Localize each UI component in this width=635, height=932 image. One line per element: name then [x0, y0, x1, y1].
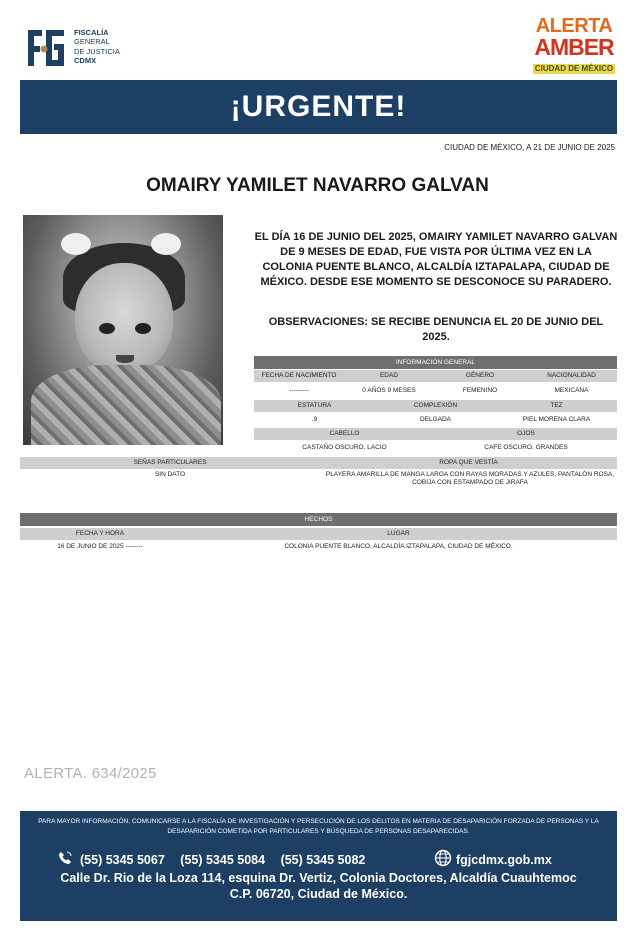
photo-shirt: [31, 365, 221, 445]
amber-alerta: ALERTA: [535, 15, 613, 37]
dateline: CIUDAD DE MÉXICO, A 21 DE JUNIO DE 2025: [444, 143, 615, 152]
fgj-logo-text: [74, 28, 120, 65]
info-labels-row1: [254, 370, 617, 382]
amber-amber: AMBER: [534, 34, 614, 60]
footer-website[interactable]: fgjcdmx.gob.mx: [456, 853, 552, 867]
label-height: ESTATURA: [297, 402, 332, 409]
person-name: OMAIRY YAMILET NAVARRO GALVAN: [146, 175, 489, 196]
address-line2: C.P. 06720, Ciudad de México.: [229, 887, 408, 901]
info-labels-row3: [254, 428, 617, 440]
value-hair: CASTAÑO OSCURO, LACIO: [302, 444, 387, 451]
fgj-line3: DE JUSTICIA: [74, 46, 120, 56]
fgj-logo: [24, 22, 174, 74]
label-marks: SEÑAS PARTICULARES: [133, 459, 207, 466]
observations-text: OBSERVACIONES: SE RECIBE DENUNCIA EL 20 DE JUNIO DEL 2025.: [268, 316, 604, 343]
value-age: 0 AÑOS 9 MESES: [362, 387, 416, 394]
value-nationality: MEXICANA: [554, 387, 589, 394]
label-place: LUGAR: [387, 530, 410, 537]
footer-phones: [80, 853, 377, 867]
phone-2[interactable]: (55) 5345 5084: [180, 853, 266, 867]
label-birthdate: FECHA DE NACIMIENTO: [261, 372, 337, 379]
phone-1[interactable]: (55) 5345 5067: [80, 853, 165, 867]
value-place: COLONIA PUENTE BLANCO, ALCALDÍA IZTAPALAPA, CIUDAD DE MÉXICO,: [284, 543, 513, 550]
footer-address: [20, 870, 617, 902]
info-labels-row2: [254, 400, 617, 412]
value-birthdate: ---------: [289, 387, 309, 394]
fgj-line4: CDMX: [74, 55, 97, 65]
fgj-line1: FISCALÍA: [74, 28, 109, 37]
amber-city: CIUDAD DE MÉXICO: [534, 64, 614, 73]
description-text: EL DÍA 16 DE JUNIO DEL 2025, OMAIRY YAMILET NAVARRO GALVAN DE 9 MESES DE EDAD, FUE VISTA POR ÚLTIMA VEZ EN LA COLONIA PUENTE BLANCO, ALCALDÍA IZTAPALAPA, CIUDAD DE MÉXICO. DESDE ESE MOMENTO SE DESCONOCE SU PARADERO.: [254, 231, 618, 288]
label-age: EDAD: [379, 372, 399, 379]
hechos-labels: [20, 528, 617, 540]
footer: [20, 811, 617, 921]
urgent-banner: ¡URGENTE!: [20, 80, 617, 134]
label-build: COMPLEXIÓN: [413, 402, 458, 409]
hechos-title: HECHOS: [20, 513, 617, 526]
label-eyes: OJOS: [517, 430, 535, 437]
phone-icon: [58, 851, 72, 865]
phone-3[interactable]: (55) 5345 5082: [280, 853, 366, 867]
info-title: INFORMACIÓN GENERAL: [254, 356, 617, 369]
label-datetime: FECHA Y HORA: [75, 530, 125, 537]
person-photo: [23, 215, 223, 445]
footer-info: PARA MAYOR INFORMACIÓN, COMUNICARSE A LA FISCALÍA DE INVESTIGACIÓN Y PERSECUCIÓN DE LOS DELITOS EN MATERIA DE DESAPARICIÓN FORZADA DE PERSONAS Y LA DESAPARICIÓN COMETIDA POR PARTICULARES Y BÚSQUEDA DE PERSONAS DESAPARECIDAS.: [38, 818, 599, 835]
label-nationality: NACIONALIDAD: [547, 372, 596, 379]
label-clothing: ROPA QUE VESTÍA: [439, 459, 498, 466]
value-gender: FEMENINO: [462, 387, 498, 394]
photo-bow-left: [61, 233, 91, 255]
photo-bow-right: [151, 233, 181, 255]
info-labels-row4: [20, 457, 617, 469]
label-hair: CABELLO: [329, 430, 360, 437]
photo-eye-left: [99, 323, 115, 334]
value-clothing: PLAYERA AMARILLA DE MANGA LARGA CON RAYAS MORADAS Y AZULES, PANTALÓN ROSA, COBIJA CON ESTAMPADO DE JIRAFA: [325, 471, 615, 486]
value-eyes: CAFE OSCURO, GRANDES: [484, 444, 568, 451]
value-marks: SIN DATO: [154, 471, 186, 478]
photo-mouth: [116, 355, 134, 363]
value-build: DELGADA: [419, 416, 452, 423]
alerta-number: ALERTA. 634/2025: [24, 765, 157, 782]
value-datetime: 16 DE JUNIO DE 2025 --------: [57, 543, 143, 550]
alerta-amber-logo: [530, 16, 618, 80]
value-skin: PIEL MORENA CLARA: [522, 416, 591, 423]
globe-icon: [434, 849, 452, 867]
address-line1: Calle Dr. Rio de la Loza 114, esquina Dr. Vertiz, Colonia Doctores, Alcaldía Cuauhtemoc: [60, 871, 577, 885]
fgj-logo-icon: [24, 24, 68, 72]
label-gender: GÉNERO: [465, 372, 495, 379]
label-skin: TEZ: [550, 402, 563, 409]
fgj-line2: GENERAL: [74, 37, 110, 47]
photo-eye-right: [135, 323, 151, 334]
value-height: .9: [311, 416, 318, 423]
